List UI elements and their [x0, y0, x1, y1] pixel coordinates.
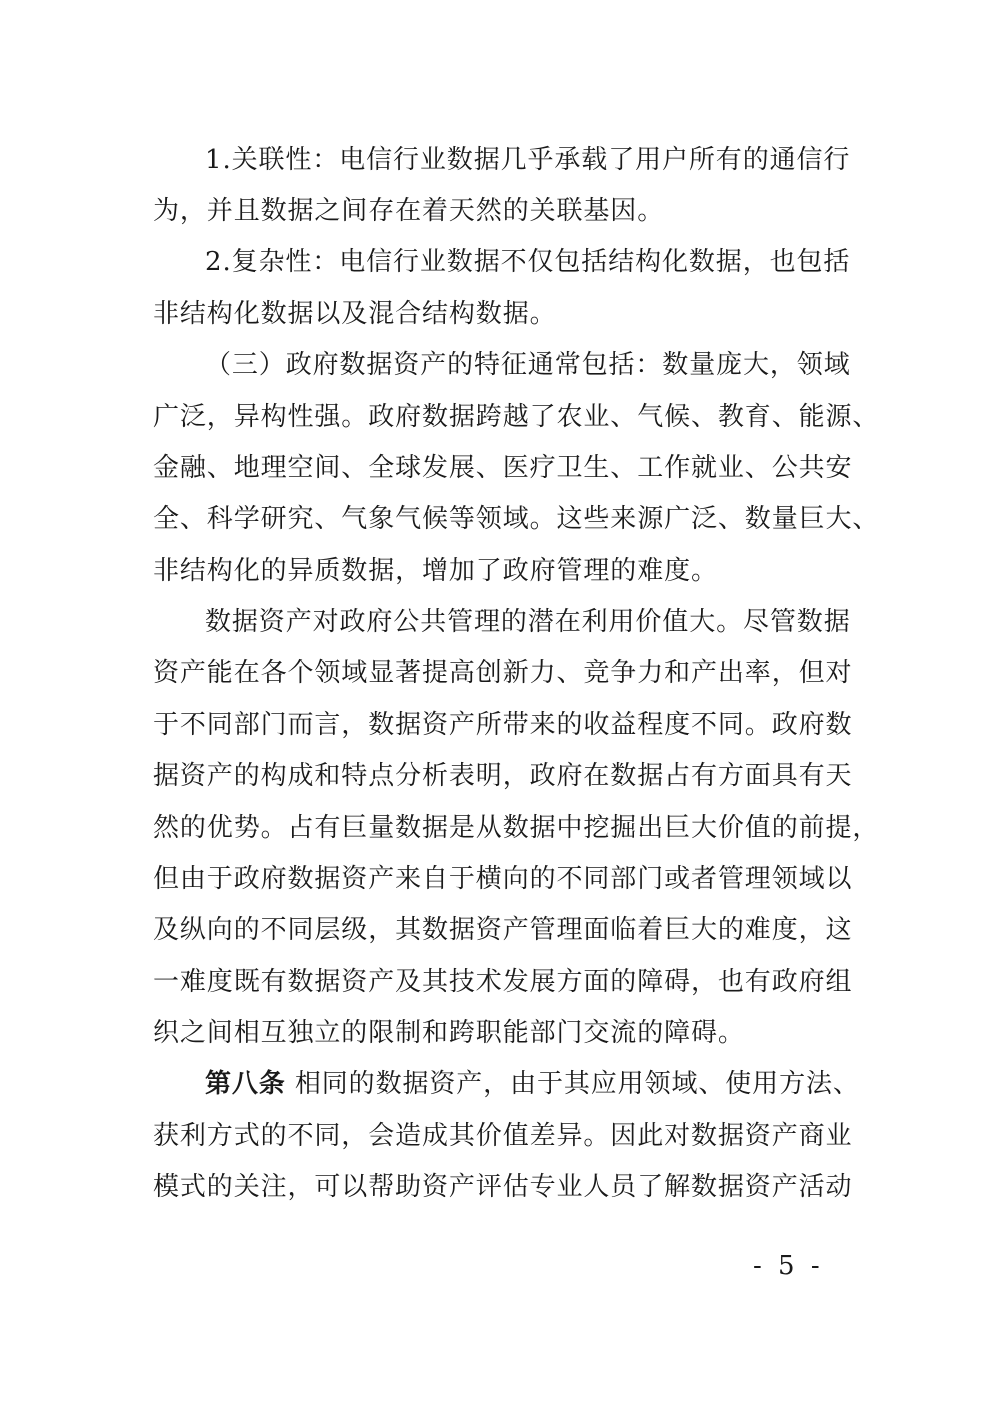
text-line: （三）政府数据资产的特征通常包括：数量庞大，领域 — [205, 350, 851, 380]
text-line: 非结构化数据以及混合结构数据。 — [153, 299, 557, 329]
article-text: 相同的数据资产，由于其应用领域、使用方法、 — [285, 1069, 860, 1099]
text-line: 然的优势。占有巨量数据是从数据中挖掘出巨大价值的前提， — [153, 813, 880, 843]
text-line: 获利方式的不同，会造成其价值差异。因此对数据资产商业 — [153, 1121, 853, 1151]
article-first-line — [205, 1066, 860, 1102]
text-line: 金融、地理空间、全球发展、医疗卫生、工作就业、公共安 — [153, 453, 853, 483]
text-line: 非结构化的异质数据，增加了政府管理的难度。 — [153, 556, 718, 586]
article-heading: 第八条 — [205, 1069, 286, 1099]
text-line: 1.关联性：电信行业数据几乎承载了用户所有的通信行 — [205, 145, 851, 175]
text-line: 2.复杂性：电信行业数据不仅包括结构化数据，也包括 — [205, 247, 851, 277]
text-line: 据资产的构成和特点分析表明，政府在数据占有方面具有天 — [153, 761, 853, 791]
text-line: 为，并且数据之间存在着天然的关联基因。 — [153, 196, 665, 226]
text-line: 全、科学研究、气象气候等领域。这些来源广泛、数量巨大、 — [153, 504, 880, 534]
text-line: 模式的关注，可以帮助资产评估专业人员了解数据资产活动 — [153, 1172, 853, 1202]
text-line: 织之间相互独立的限制和跨职能部门交流的障碍。 — [153, 1018, 745, 1048]
text-line: 及纵向的不同层级，其数据资产管理面临着巨大的难度，这 — [153, 915, 853, 945]
page-number: - 5 - — [753, 1251, 824, 1281]
text-line: 于不同部门而言，数据资产所带来的收益程度不同。政府数 — [153, 710, 853, 740]
text-line: 广泛，异构性强。政府数据跨越了农业、气候、教育、能源、 — [153, 402, 880, 432]
text-line: 资产能在各个领域显著提高创新力、竞争力和产出率，但对 — [153, 658, 853, 688]
text-line: 数据资产对政府公共管理的潜在利用价值大。尽管数据 — [205, 607, 851, 637]
text-line: 但由于政府数据资产来自于横向的不同部门或者管理领域以 — [153, 864, 853, 894]
text-line: 一难度既有数据资产及其技术发展方面的障碍，也有政府组 — [153, 967, 853, 997]
